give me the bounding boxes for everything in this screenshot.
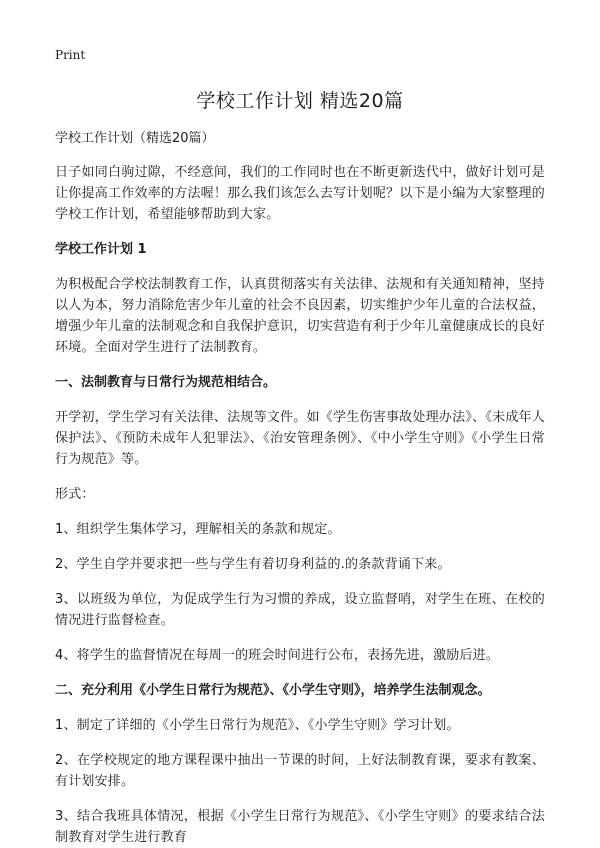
document-subtitle: 学校工作计划（精选20篇）: [55, 131, 215, 146]
section1-paragraph: 开学初，学生学习有关法律、法规等文件。如《学生伤害事故处理办法》、《未成年人保护法》、《预防未成年人犯罪法》、《治安管理条例》、《中小学生守则》《小学生日常行为规范》等。: [55, 410, 545, 467]
section1-item-3: 3、以班级为单位，为促成学生行为习惯的养成，设立监督哨，对学生在班、在校的情况进行监督检查。: [55, 592, 545, 628]
page-title: 学校工作计划 精选20篇: [196, 90, 404, 112]
section2-item-2: 2、在学校规定的地方课程课中抽出一节课的时间，上好法制教育课，要求有教案、有计划安排。: [55, 753, 545, 789]
form-label: 形式：: [55, 487, 95, 502]
section2-item-3: 3、结合我班具体情况，根据《小学生日常行为规范》、《小学生守则》的要求结合法制教育对学生进行教育: [55, 809, 545, 845]
section1-heading: 一、法制教育与日常行为规范相结合。: [55, 375, 277, 390]
section1-item-4: 4、将学生的监督情况在每周一的班会时间进行公布，表扬先进，激励后进。: [55, 648, 500, 663]
print-link[interactable]: Print: [55, 48, 86, 62]
section2-item-1: 1、制定了详细的《小学生日常行为规范》、《小学生守则》学习计划。: [55, 718, 460, 733]
plan1-heading: 学校工作计划 1: [55, 242, 147, 257]
section1-item-2: 2、学生自学并要求把一些与学生有着切身利益的.的条款背诵下来。: [55, 557, 451, 572]
plan1-intro-paragraph: 为积极配合学校法制教育工作，认真贯彻落实有关法律、法规和有关通知精神，坚持以人为本，努力消除危害少年儿童的社会不良因素，切实维护少年儿童的合法权益，增强少年儿童的法制观念和自我保护意识，切实营造有利于少年儿童健康成长的良好环境。全面对学生进行了法制教育。: [55, 277, 545, 355]
section1-item-1: 1、组织学生集体学习，理解相关的条款和规定。: [55, 522, 341, 537]
section2-heading: 二、充分利用《小学生日常行为规范》、《小学生守则》，培养学生法制观念。: [55, 683, 491, 698]
intro-paragraph: 日子如同白驹过隙，不经意间，我们的工作同时也在不断更新迭代中，做好计划可是让你提高工作效率的方法喔！那么我们该怎么去写计划呢？以下是小编为大家整理的学校工作计划，希望能够帮助到大家。: [55, 165, 545, 222]
